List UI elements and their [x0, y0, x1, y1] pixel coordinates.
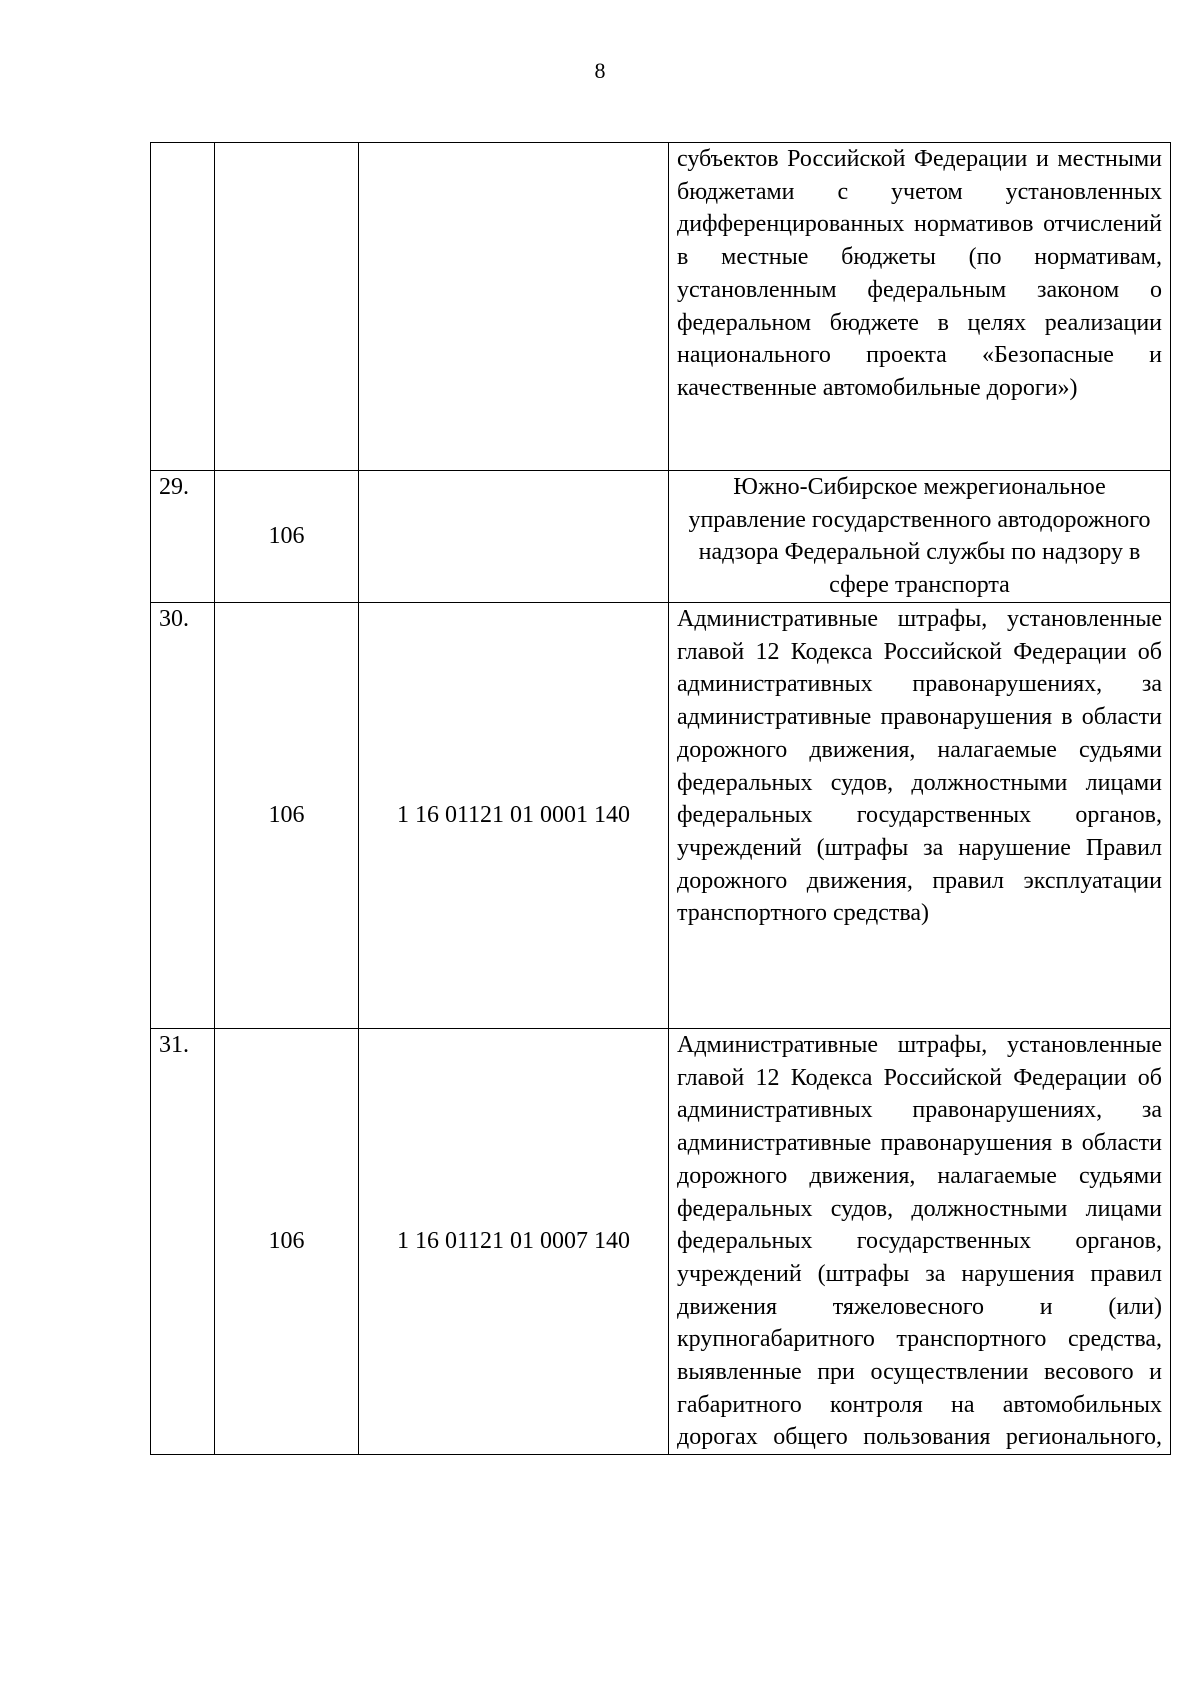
- budget-code: [359, 471, 669, 603]
- admin-code: 106: [215, 471, 359, 603]
- table-row: [151, 603, 1171, 1029]
- administrator-name: Южно-Сибирское межрегиональное управление государственного автодорожного надзора Федеральной службы по надзору в сфере транспорта: [669, 471, 1171, 603]
- admin-code: [215, 143, 359, 471]
- table-row: [151, 471, 1171, 603]
- row-number: 31.: [151, 1029, 215, 1455]
- admin-code: 106: [215, 1029, 359, 1455]
- table-row: [151, 1029, 1171, 1455]
- row-number: [151, 143, 215, 471]
- revenue-description: Административные штрафы, установленные главой 12 Кодекса Российской Федерации об административных правонарушениях, за административные правонарушения в области дорожного движения, налагаемые судьями федеральных судов, должностными лицами федеральных государственных органов, учреждений (штрафы за нарушение Правил дорожного движения, правил эксплуатации транспортного средства): [669, 603, 1171, 1029]
- budget-code: 1 16 01121 01 0001 140: [359, 603, 669, 1029]
- row-number: 29.: [151, 471, 215, 603]
- revenue-description: субъектов Российской Федерации и местными бюджетами с учетом установленных дифференцированных нормативов отчислений в местные бюджеты (по нормативам, установленным федеральным законом о федеральном бюджете в целях реализации национального проекта «Безопасные и качественные автомобильные дороги»): [669, 143, 1171, 471]
- budget-code: [359, 143, 669, 471]
- revenue-description: Административные штрафы, установленные главой 12 Кодекса Российской Федерации об административных правонарушениях, за административные правонарушения в области дорожного движения, налагаемые судьями федеральных судов, должностными лицами федеральных государственных органов, учреждений (штрафы за нарушения правил движения тяжеловесного и (или) крупногабаритного транспортного средства, выявленные при осуществлении весового и габаритного контроля на автомобильных дорогах общего пользования регионального,: [669, 1029, 1171, 1455]
- row-number: 30.: [151, 603, 215, 1029]
- revenue-table: [150, 142, 1171, 1455]
- table-row: [151, 143, 1171, 471]
- page-number: 8: [594, 58, 606, 83]
- budget-code: 1 16 01121 01 0007 140: [359, 1029, 669, 1455]
- admin-code: 106: [215, 603, 359, 1029]
